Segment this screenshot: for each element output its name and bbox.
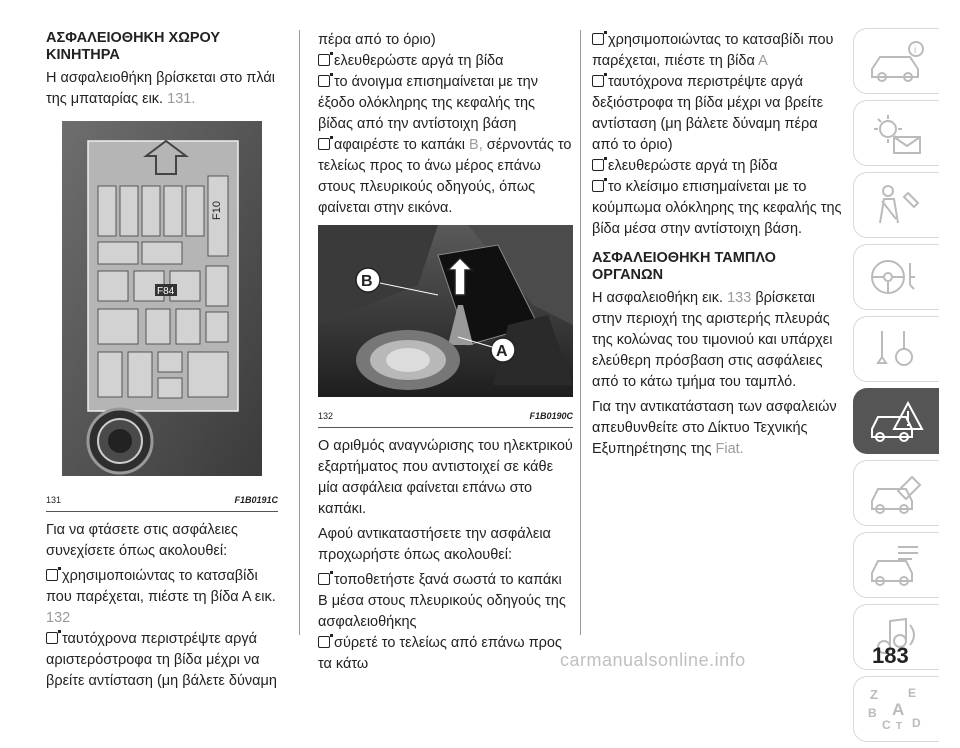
- column-1: [46, 30, 278, 692]
- svg-text:C: C: [882, 718, 891, 731]
- tab-warning-lights[interactable]: [853, 100, 939, 166]
- svg-text:F84: F84: [157, 286, 175, 297]
- step-item: χρησιμοποιώντας το κατσαβίδι που παρέχεται, πιέστε τη βίδα Α εικ. 132: [46, 568, 276, 626]
- column-divider: [299, 30, 300, 635]
- figure-caption: [318, 404, 573, 428]
- figure-number: 132: [318, 411, 334, 421]
- checkbox-icon: [318, 54, 330, 66]
- instructions-intro: Για να φτάσετε στις ασφάλειες συνεχίσετε όπως ακολουθεί:: [46, 522, 238, 559]
- emergency-car-icon: [868, 399, 928, 443]
- checkbox-icon: [318, 636, 330, 648]
- figure-131: [46, 116, 278, 512]
- watermark: carmanualsonline.info: [560, 650, 746, 670]
- fuse-id-paragraph: Ο αριθμός αναγνώρισης του ηλεκτρικού εξαρτήματος που αντιστοιχεί σε κάθε μία ασφάλεια φαίνεται επάνω στο καπάκι.: [318, 438, 573, 517]
- step-item: ταυτόχρονα περιστρέψτε αργά δεξιόστροφα τη βίδα μέχρι να βρείτε αντίσταση (μη βάλετε δύναμη πέρα από το όριο): [592, 74, 824, 153]
- step-item: το κλείσιμο επισημαίνεται με το κούμπωμα ολόκληρης της κεφαλής της βίδα μέσα στην αντίστοιχη βάση.: [592, 179, 842, 237]
- figure-code: F1B0191C: [234, 495, 278, 505]
- fusebox-diagram: [46, 116, 278, 481]
- checkbox-icon: [318, 75, 330, 87]
- figure-reference[interactable]: 132: [46, 610, 71, 626]
- svg-text:i: i: [914, 45, 917, 56]
- svg-text:D: D: [912, 716, 921, 730]
- figure-number: 131: [46, 495, 62, 505]
- tab-specifications[interactable]: [853, 532, 939, 598]
- figure-reference[interactable]: Α: [758, 53, 768, 69]
- figure-caption: [46, 488, 278, 512]
- chapter-tabs: [853, 28, 939, 748]
- step-item: τοποθετήστε ξανά σωστά το καπάκι Β μέσα στους πλευρικούς οδηγούς της ασφαλειοθήκης: [318, 572, 566, 630]
- figure-reference[interactable]: Β,: [469, 137, 483, 153]
- checkbox-icon: [46, 569, 58, 581]
- page-number: 183: [872, 643, 909, 668]
- checkbox-icon: [318, 138, 330, 150]
- tab-safety[interactable]: [853, 172, 939, 238]
- svg-text:T: T: [896, 721, 903, 731]
- index-letters-icon: [868, 687, 928, 731]
- figure-reference[interactable]: 133: [727, 290, 752, 306]
- checkbox-icon: [592, 33, 604, 45]
- tab-starting[interactable]: [853, 244, 939, 310]
- tab-maintenance[interactable]: [853, 460, 939, 526]
- dashboard-fusebox-heading: ΑΣΦΑΛΕΙΟΘΗΚΗ ΤΑΜΠΛΟ ΟΡΓΑΝΩΝ: [592, 250, 776, 283]
- tools-icon: [868, 327, 928, 371]
- maintenance-icon: [868, 471, 928, 515]
- tab-car-info[interactable]: [853, 28, 939, 94]
- svg-text:F10: F10: [211, 201, 223, 220]
- svg-text:A: A: [496, 343, 508, 360]
- step-item: το άνοιγμα επισημαίνεται με την έξοδο ολόκληρης της κεφαλής της βίδας από την αντίστοιχη βάση: [318, 74, 538, 132]
- step-item: ελευθερώστε αργά τη βίδα: [592, 156, 842, 177]
- engine-bay-photo: [318, 225, 573, 397]
- svg-text:B: B: [868, 706, 877, 720]
- checkbox-icon: [592, 180, 604, 192]
- figure-reference[interactable]: 131.: [167, 91, 196, 107]
- engine-fusebox-heading: ΑΣΦΑΛΕΙΟΘΗΚΗ ΧΩΡΟΥ ΚΙΝΗΤΗΡΑ: [46, 30, 221, 63]
- service-network-paragraph: Για την αντικατάσταση των ασφαλειών απευθυνθείτε στο Δίκτυο Τεχνικής Εξυπηρέτησης της Fiat.: [592, 399, 837, 457]
- column-2: [318, 30, 573, 675]
- engine-fusebox-intro: Η ασφαλειοθήκη βρίσκεται στο πλάι της μπαταρίας εικ. 131.: [46, 70, 275, 107]
- svg-text:A: A: [892, 700, 905, 719]
- tab-tools[interactable]: [853, 316, 939, 382]
- checkbox-icon: [592, 159, 604, 171]
- seatbelt-safety-icon: [868, 183, 928, 227]
- after-replacement-paragraph: Αφού αντικαταστήσετε την ασφάλεια προχωρήστε όπως ακολουθεί:: [318, 526, 551, 563]
- tab-index[interactable]: [853, 676, 939, 742]
- warning-lights-icon: [868, 111, 928, 155]
- checkbox-icon: [592, 75, 604, 87]
- steering-wheel-key-icon: [868, 255, 928, 299]
- checkbox-icon: [318, 573, 330, 585]
- specifications-icon: [868, 543, 928, 587]
- column-3: [592, 30, 842, 464]
- step-item: σύρετέ το τελείως από επάνω προς τα κάτω: [318, 635, 562, 672]
- step-item: αφαιρέστε το καπάκι Β, σέρνοντάς το τελείως προς το άνω μέρος επάνω στους πλευρικούς οδηγούς, όπως φαίνεται στην εικόνα.: [318, 137, 572, 216]
- step-continuation: πέρα από το όριο): [318, 32, 436, 48]
- svg-text:Z: Z: [870, 687, 878, 702]
- step-item: χρησιμοποιώντας το κατσαβίδι που παρέχεται, πιέστε τη βίδα Α: [592, 32, 834, 69]
- figure-code: F1B0190C: [529, 411, 573, 421]
- car-info-icon: [868, 39, 928, 83]
- svg-text:B: B: [361, 273, 373, 290]
- figure-132: [318, 225, 573, 428]
- dashboard-fusebox-paragraph: Η ασφαλειοθήκη εικ. 133 βρίσκεται στην περιοχή της αριστερής πλευράς της κολώνας του τιμονιού και υπάρχει ελεύθερη πρόσβαση στις ασφάλειες από το κάτω τμήμα του ταμπλό.: [592, 290, 833, 390]
- checkbox-icon: [46, 632, 58, 644]
- svg-text:E: E: [908, 687, 917, 700]
- column-divider: [580, 30, 581, 635]
- step-item: ελευθερώστε αργά τη βίδα: [318, 51, 573, 72]
- tab-emergency[interactable]: [853, 388, 939, 454]
- brand-name: Fiat.: [715, 441, 744, 457]
- step-item: ταυτόχρονα περιστρέψτε αργά αριστερόστροφα τη βίδα μέχρι να βρείτε αντίσταση (μη βάλετε δύναμη: [46, 631, 277, 689]
